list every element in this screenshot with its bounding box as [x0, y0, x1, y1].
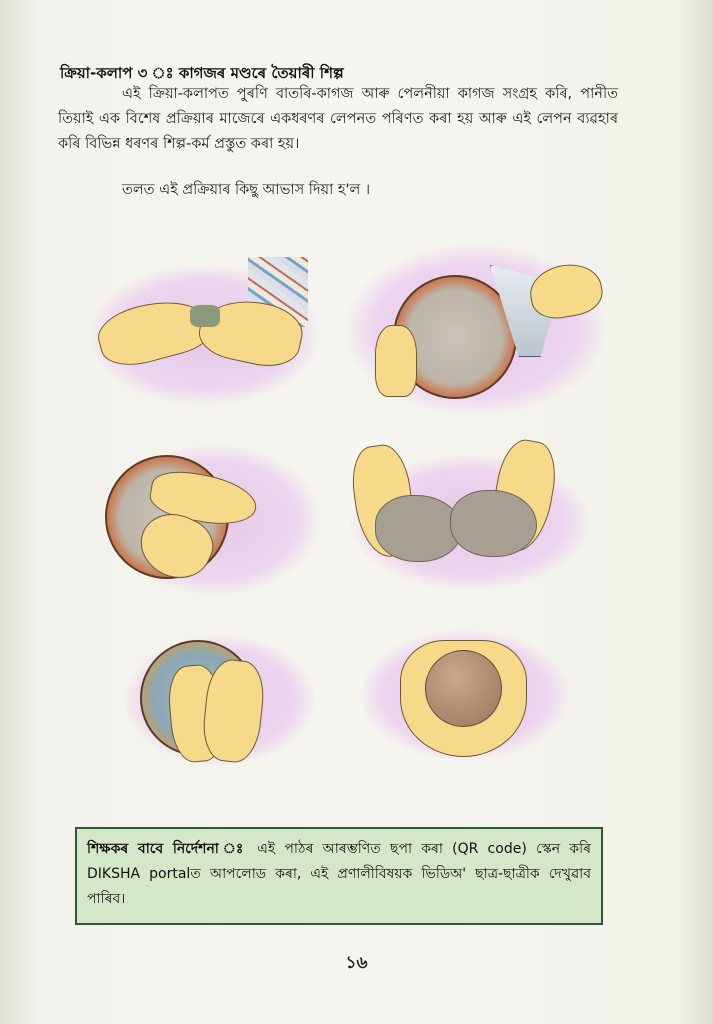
teacher-note-text: এই পাঠৰ আৰম্ভণিত ছপা কৰা (QR code) স্কেন কৰি DIKSHA portalত আপলোড কৰা, এই প্রণালীবিষয়ক ভিডিঅ' ছাত্র-ছাত্রীক দেখুৱাব পাৰিব। [87, 841, 591, 907]
intro-paragraph: এই ক্রিয়া-কলাপত পুৰণি বাতৰি-কাগজ আৰু পেলনীয়া কাগজ সংগ্ৰহ কৰি, পানীত তিয়াই এক বিশেষ প্রক্রিয়াৰ মাজেৰে একধৰণৰ লেপনত পৰিণত কৰা হয় আৰু এই লেপন ব্যৱহাৰ কৰি বিভিন্ন ধৰণৰ শিল্প-কর্ম প্রস্তুত কৰা হয়। [58, 86, 618, 152]
activity-heading: ক্রিয়া-কলাপ ৩ ঃ কাগজৰ মণ্ডৰে তৈয়াৰী শিল্প [60, 64, 344, 82]
step-tearing-paper-illustration [90, 255, 315, 395]
step-soaking-paper-illustration [345, 245, 605, 410]
step-kneading-pulp-illustration [345, 440, 590, 590]
step-pressing-pulp-illustration [125, 630, 310, 765]
teacher-note-label: শিক্ষকৰ বাবে নির্দেশনা ঃ [87, 841, 249, 857]
step-mixing-pulp-illustration [100, 445, 310, 595]
process-intro-paragraph: তলত এই প্রক্রিয়াৰ কিছু আভাস দিয়া হ'ল । [122, 182, 371, 198]
page-number: ১৬ [345, 953, 368, 973]
teacher-note-box [75, 827, 603, 925]
step-shaped-ball-illustration [360, 620, 570, 760]
